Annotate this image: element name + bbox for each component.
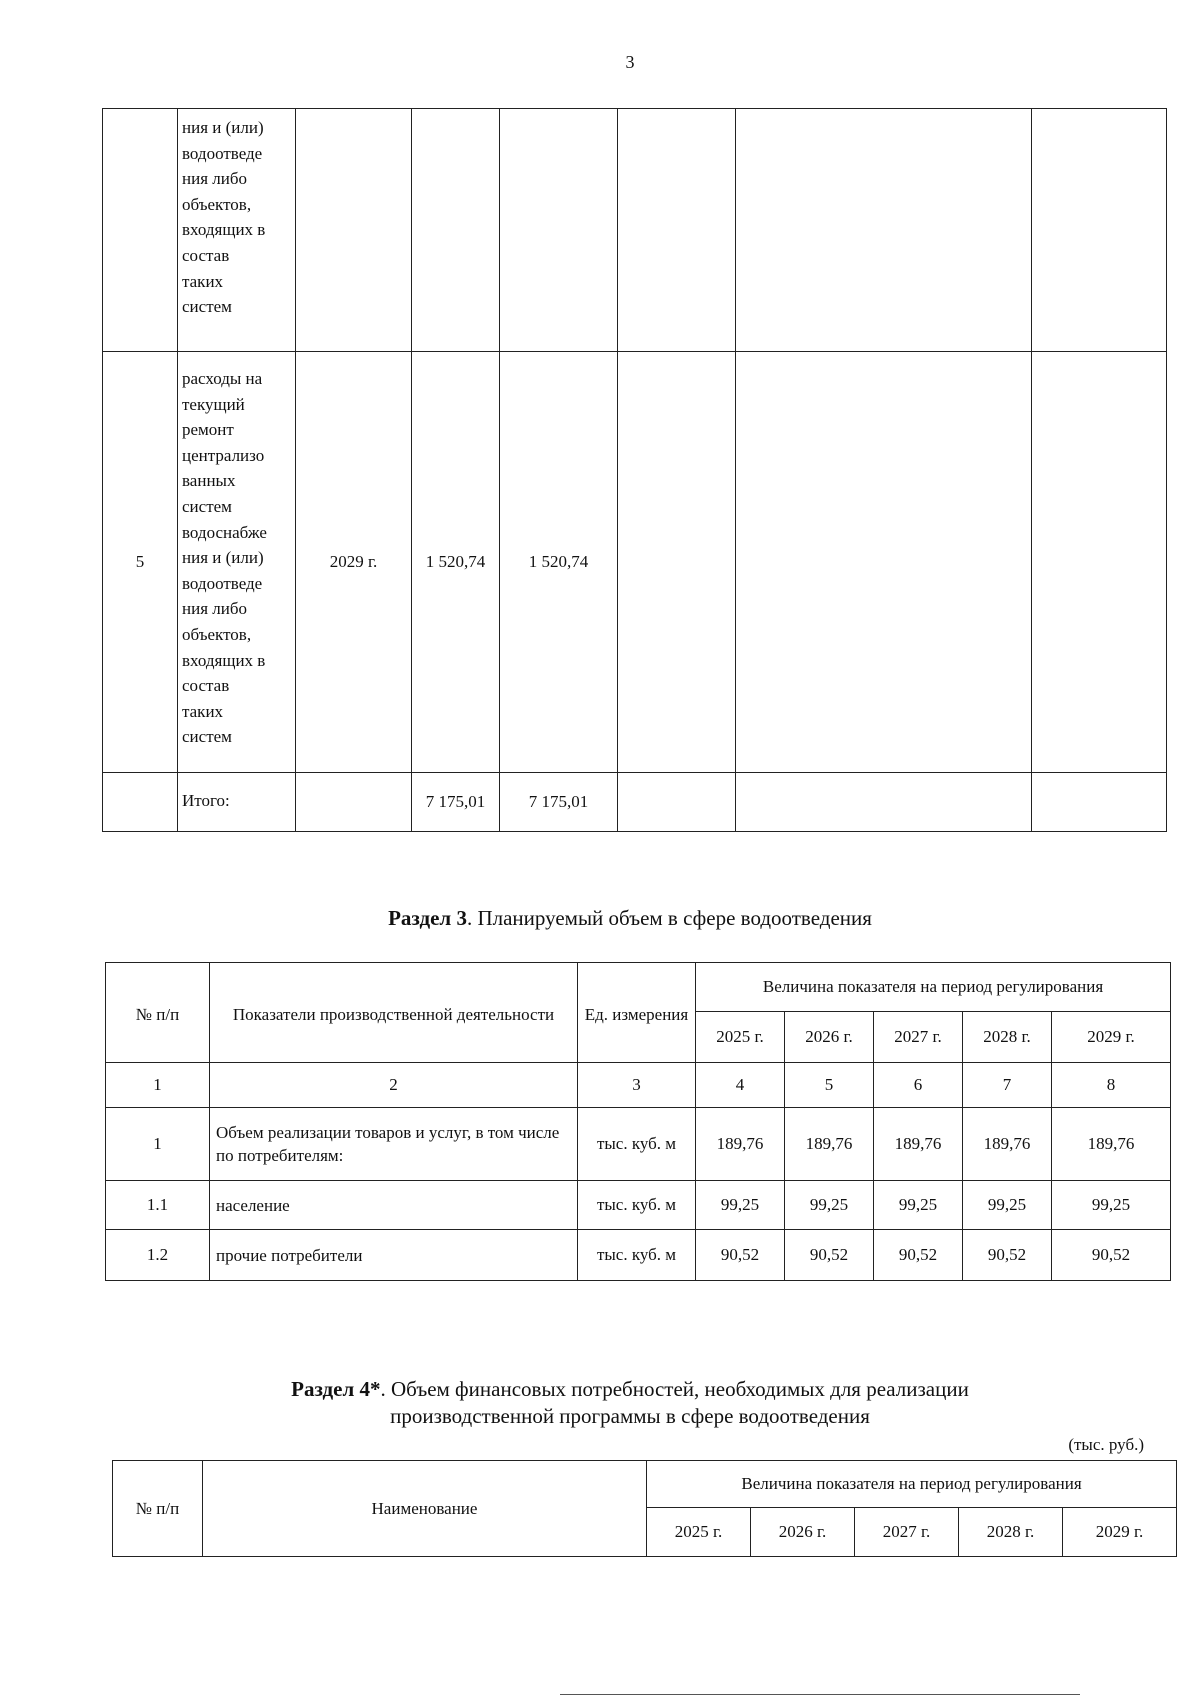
- row-value: 99,25: [1052, 1181, 1171, 1230]
- row-col-8: [1032, 352, 1167, 773]
- name-line: объектов,: [182, 624, 252, 644]
- column-number: 3: [578, 1063, 696, 1108]
- total-row: [103, 773, 1167, 832]
- name-line: таких: [182, 271, 224, 291]
- section-4-title-bold: Раздел 4*: [291, 1377, 381, 1401]
- header-year: 2029 г.: [1063, 1508, 1177, 1557]
- row-name: население: [210, 1181, 578, 1230]
- row-value: 189,76: [785, 1108, 874, 1181]
- name-line: водоотведе: [182, 573, 263, 593]
- page-number: 3: [625, 52, 635, 72]
- row-value-2: [500, 109, 618, 352]
- column-number: 8: [1052, 1063, 1171, 1108]
- row-number: 1.2: [106, 1230, 210, 1281]
- column-number: 5: [785, 1063, 874, 1108]
- section-4-title-line-2: производственной программы в сфере водоотведения: [390, 1404, 870, 1428]
- total-value-1: 7 175,01: [412, 773, 500, 832]
- column-number: 4: [696, 1063, 785, 1108]
- header-num: № п/п: [113, 1461, 203, 1557]
- row-value-1: [412, 109, 500, 352]
- name-line: ния либо: [182, 169, 247, 189]
- bottom-divider: [560, 1694, 1080, 1695]
- row-value: 90,52: [696, 1230, 785, 1281]
- header-year: 2025 г.: [647, 1508, 751, 1557]
- section-3-title-rest: . Планируемый объем в сфере водоотведения: [466, 906, 872, 930]
- name-line: ния и (или): [182, 548, 264, 568]
- row-value: 99,25: [696, 1181, 785, 1230]
- row-name: Объем реализации товаров и услуг, в том числе по потребителям:: [210, 1108, 578, 1181]
- table-row: [106, 1181, 1171, 1230]
- row-value: 189,76: [696, 1108, 785, 1181]
- total-col-7: [736, 773, 1032, 832]
- total-number: [103, 773, 178, 832]
- table-row: [106, 1108, 1171, 1181]
- table-header-row: [113, 1461, 1177, 1508]
- row-value: 90,52: [1052, 1230, 1171, 1281]
- row-number: 1: [106, 1108, 210, 1181]
- row-col-6: [618, 109, 736, 352]
- header-year: 2028 г.: [959, 1508, 1063, 1557]
- row-value-1: 1 520,74: [412, 352, 500, 773]
- row-unit: тыс. куб. м: [578, 1108, 696, 1181]
- row-number: 1.1: [106, 1181, 210, 1230]
- column-number: 1: [106, 1063, 210, 1108]
- header-unit: Ед. измерения: [578, 963, 696, 1063]
- column-numbers-row: [106, 1063, 1171, 1108]
- header-year: 2027 г.: [874, 1012, 963, 1063]
- row-value: 99,25: [785, 1181, 874, 1230]
- row-value: 189,76: [1052, 1108, 1171, 1181]
- table-row: [103, 352, 1167, 773]
- header-year: 2027 г.: [855, 1508, 959, 1557]
- row-value-2: 1 520,74: [500, 352, 618, 773]
- header-num: № п/п: [106, 963, 210, 1063]
- row-col-7: [736, 352, 1032, 773]
- header-year: 2026 г.: [785, 1012, 874, 1063]
- row-value: 189,76: [963, 1108, 1052, 1181]
- row-number: [103, 109, 178, 352]
- section-4-title: [0, 1376, 1200, 1430]
- section-3-table: [105, 962, 1171, 1281]
- section-4-title-rest: . Объем финансовых потребностей, необходимых для реализации: [380, 1377, 969, 1401]
- name-line: входящих в: [182, 220, 266, 240]
- row-col-7: [736, 109, 1032, 352]
- unit-note: (тыс. руб.): [1068, 1435, 1144, 1454]
- name-line: систем: [182, 496, 232, 516]
- header-name: Наименование: [203, 1461, 647, 1557]
- table-header-row: [106, 963, 1171, 1012]
- header-year: 2028 г.: [963, 1012, 1052, 1063]
- total-col-8: [1032, 773, 1167, 832]
- row-year: [296, 109, 412, 352]
- name-line: состав: [182, 245, 230, 265]
- total-year: [296, 773, 412, 832]
- row-year: 2029 г.: [296, 352, 412, 773]
- header-year: 2029 г.: [1052, 1012, 1171, 1063]
- name-line: систем: [182, 297, 232, 317]
- row-value: 90,52: [874, 1230, 963, 1281]
- row-value: 99,25: [963, 1181, 1052, 1230]
- total-value-2: 7 175,01: [500, 773, 618, 832]
- name-line: водоотведе: [182, 143, 263, 163]
- row-number: 5: [103, 352, 178, 773]
- row-col-8: [1032, 109, 1167, 352]
- name-line: входящих в: [182, 650, 266, 670]
- header-year: 2025 г.: [696, 1012, 785, 1063]
- row-value: 90,52: [785, 1230, 874, 1281]
- row-name: [178, 109, 296, 352]
- section-4-title-line-1: [0, 1376, 1200, 1403]
- name-line: систем: [182, 727, 232, 747]
- row-value: 90,52: [963, 1230, 1052, 1281]
- row-value: 189,76: [874, 1108, 963, 1181]
- total-label: Итого:: [178, 773, 296, 832]
- name-line: ремонт: [182, 420, 234, 440]
- header-period: Величина показателя на период регулирования: [696, 963, 1171, 1012]
- row-name: прочие потребители: [210, 1230, 578, 1281]
- row-unit: тыс. куб. м: [578, 1181, 696, 1230]
- row-col-6: [618, 352, 736, 773]
- column-number: 2: [210, 1063, 578, 1108]
- section-3-title-bold: Раздел 3: [388, 906, 467, 930]
- header-year: 2026 г.: [751, 1508, 855, 1557]
- name-line: объектов,: [182, 194, 252, 214]
- column-number: 7: [963, 1063, 1052, 1108]
- row-value: 99,25: [874, 1181, 963, 1230]
- name-line: ния либо: [182, 599, 247, 619]
- name-line: текущий: [182, 394, 245, 414]
- name-line: расходы на: [182, 369, 263, 388]
- name-line: ванных: [182, 471, 236, 491]
- row-unit: тыс. куб. м: [578, 1230, 696, 1281]
- section-3-title: [0, 905, 1200, 932]
- table-row: [103, 109, 1167, 352]
- total-col-6: [618, 773, 736, 832]
- header-period: Величина показателя на период регулирования: [647, 1461, 1177, 1508]
- column-number: 6: [874, 1063, 963, 1108]
- name-line: состав: [182, 676, 230, 696]
- header-indicator: Показатели производственной деятельности: [210, 963, 578, 1063]
- investment-table-continuation: [102, 108, 1167, 832]
- row-name: [178, 352, 296, 773]
- table-row: [106, 1230, 1171, 1281]
- name-line: таких: [182, 701, 224, 721]
- name-line: ния и (или): [182, 118, 264, 137]
- name-line: централизо: [182, 445, 265, 465]
- name-line: водоснабже: [182, 522, 267, 542]
- section-4-table: [112, 1460, 1177, 1557]
